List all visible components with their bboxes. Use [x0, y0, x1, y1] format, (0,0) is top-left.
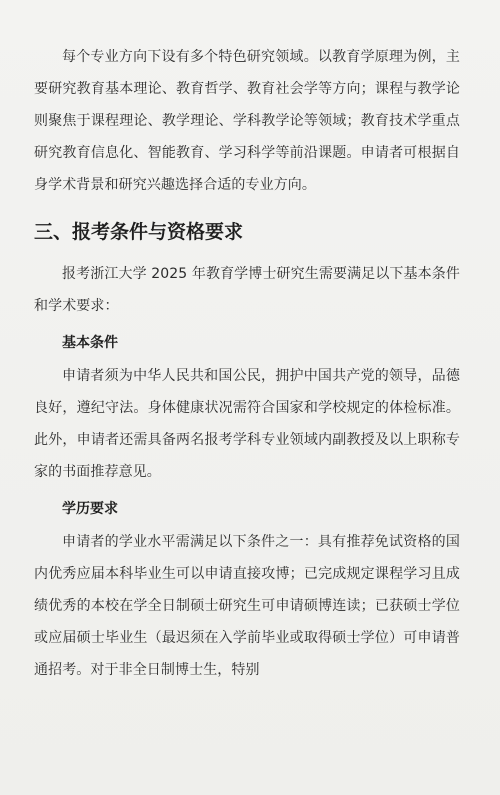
section-lead-paragraph: 报考浙江大学 2025 年教育学博士研究生需要满足以下基本条件和学术要求：: [34, 266, 460, 314]
basic-conditions-paragraph: 申请者须为中华人民共和国公民，拥护中国共产党的领导，品德良好，遵纪守法。身体健康状况需符合国家和学校规定的体检标准。此外，申请者还需具备两名报考学科专业领域内副教授及以上职称专家的书面推荐意见。: [34, 368, 460, 480]
intro-paragraph: 每个专业方向下设有多个特色研究领域。以教育学原理为例，主要研究教育基本理论、教育哲学、教育社会学等方向；课程与教学论则聚焦于课程理论、教学理论、学科教学论等领域；教育技术学重点研究教育信息化、智能教育、学习科学等前沿课题。申请者可根据自身学术背景和研究兴趣选择合适的专业方向。: [34, 49, 460, 193]
education-requirements-paragraph: 申请者的学业水平需满足以下条件之一：具有推荐免试资格的国内优秀应届本科毕业生可以申请直接攻博；已完成规定课程学习且成绩优秀的本校在学全日制硕士研究生可申请硕博连读；已获硕士学位或应届硕士毕业生（最迟须在入学前毕业或取得硕士学位）可申请普通招考。对于非全日制博士生，特别: [34, 534, 460, 678]
subheading-education-requirements: 学历要求: [62, 501, 118, 517]
section-heading-eligibility: 三、报考条件与资格要求: [34, 221, 244, 243]
subheading-basic-conditions: 基本条件: [62, 335, 118, 351]
